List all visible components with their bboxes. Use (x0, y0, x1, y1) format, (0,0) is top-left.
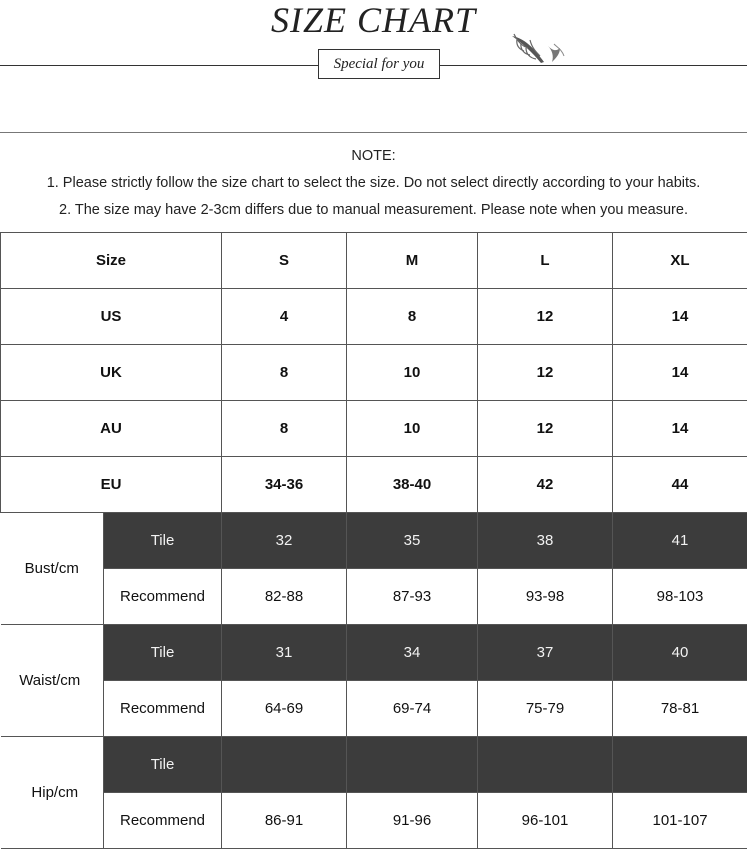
table-cell: 38 (478, 513, 613, 569)
table-cell: 8 (222, 401, 347, 457)
table-cell: 93-98 (478, 569, 613, 625)
table-cell: 8 (222, 345, 347, 401)
feather-decoration-icon (508, 30, 568, 68)
sub-label-tile: Tile (104, 513, 222, 569)
table-row-bust-tile (1, 513, 747, 569)
table-cell (347, 737, 478, 793)
note-section (0, 132, 747, 224)
group-label-hip: Hip/cm (1, 737, 104, 849)
table-cell: 4 (222, 289, 347, 345)
table-cell: 86-91 (222, 793, 347, 849)
note-line-1: 1. Please strictly follow the size chart to select the size. Do not select directly according to your habits. (46, 175, 701, 191)
table-cell: 35 (347, 513, 478, 569)
table-cell: 10 (347, 401, 478, 457)
table-cell: 31 (222, 625, 347, 681)
page-title: SIZE CHART (270, 0, 476, 40)
header-cell-s: S (222, 233, 347, 289)
group-label-waist: Waist/cm (1, 625, 104, 737)
header-rule-left (0, 65, 318, 66)
table-row-hip-tile (1, 737, 747, 793)
note-title: NOTE: (351, 148, 396, 164)
table-row-waist-tile (1, 625, 747, 681)
table-cell: 64-69 (222, 681, 347, 737)
header-cell-size: Size (1, 233, 222, 289)
table-cell: 14 (613, 289, 747, 345)
note-line-2: 2. The size may have 2-3cm differs due to manual measurement. Please note when you measure. (59, 202, 688, 218)
row-label: US (1, 289, 222, 345)
sub-label-tile: Tile (104, 737, 222, 793)
table-cell: 44 (613, 457, 747, 513)
table-cell: 87-93 (347, 569, 478, 625)
table-header-row (1, 233, 747, 289)
row-label: EU (1, 457, 222, 513)
table-row-au (1, 401, 747, 457)
size-table (0, 232, 747, 849)
table-cell: 38-40 (347, 457, 478, 513)
table-cell: 69-74 (347, 681, 478, 737)
row-label: UK (1, 345, 222, 401)
table-cell: 96-101 (478, 793, 613, 849)
table-cell (478, 737, 613, 793)
subtitle-badge: Special for you (318, 49, 440, 79)
table-cell: 75-79 (478, 681, 613, 737)
table-cell: 101-107 (613, 793, 747, 849)
header-cell-l: L (478, 233, 613, 289)
table-cell (222, 737, 347, 793)
table-cell: 91-96 (347, 793, 478, 849)
table-row-eu (1, 457, 747, 513)
table-cell: 37 (478, 625, 613, 681)
table-row-us (1, 289, 747, 345)
table-cell: 34-36 (222, 457, 347, 513)
header-cell-m: M (347, 233, 478, 289)
table-cell: 14 (613, 401, 747, 457)
table-row-waist-recommend (1, 681, 747, 737)
header-cell-xl: XL (613, 233, 747, 289)
sub-label-recommend: Recommend (104, 681, 222, 737)
table-row-bust-recommend (1, 569, 747, 625)
header-rule-right (440, 65, 747, 66)
group-label-bust: Bust/cm (1, 513, 104, 625)
table-cell: 98-103 (613, 569, 747, 625)
table-cell: 40 (613, 625, 747, 681)
table-row-uk (1, 345, 747, 401)
table-cell: 12 (478, 289, 613, 345)
table-cell: 42 (478, 457, 613, 513)
table-cell: 82-88 (222, 569, 347, 625)
sub-label-recommend: Recommend (104, 793, 222, 849)
table-cell: 32 (222, 513, 347, 569)
table-cell: 10 (347, 345, 478, 401)
sub-label-tile: Tile (104, 625, 222, 681)
table-cell: 41 (613, 513, 747, 569)
table-cell (613, 737, 747, 793)
table-row-hip-recommend (1, 793, 747, 849)
table-cell: 8 (347, 289, 478, 345)
sub-label-recommend: Recommend (104, 569, 222, 625)
row-label: AU (1, 401, 222, 457)
table-cell: 12 (478, 401, 613, 457)
table-cell: 12 (478, 345, 613, 401)
table-cell: 14 (613, 345, 747, 401)
table-cell: 78-81 (613, 681, 747, 737)
table-cell: 34 (347, 625, 478, 681)
